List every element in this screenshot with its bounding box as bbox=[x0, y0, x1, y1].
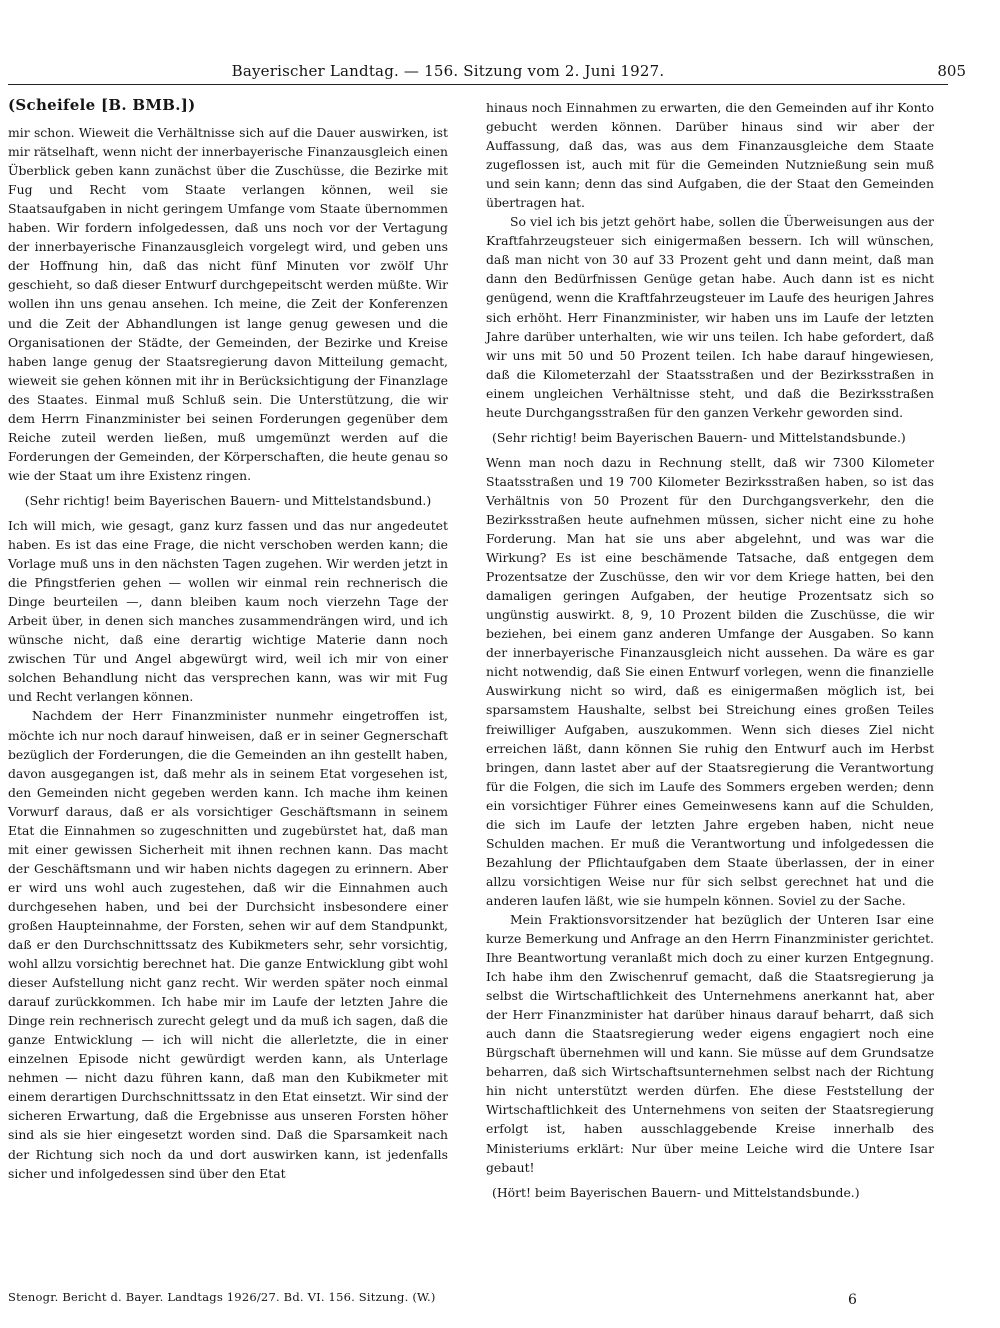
paragraph: Ich will mich, wie gesagt, ganz kurz fassen und das nur angedeutet haben. Es ist das eine Frage, die nicht verschoben werden kann; die Vorlage muß uns in den nächsten Tagen zugehen. Wir werden jetzt in die Pfingstferien gehen — wollen wir einmal rein rechnerisch die Dinge beurteilen —, dann bleiben kaum noch vierzehn Tage der Arbeit über, in denen sich manches zusammendrängen wird, und ich wünsche nicht, daß eine derartig wichtige Materie dann noch zwischen Tür und Angel abgewürgt wird, weil ich mir von einer solchen Behandlung nicht das versprechen kann, was wir mit Fug und Recht verlangen können. bbox=[8, 517, 448, 705]
paragraph: hinaus noch Einnahmen zu erwarten, die den Gemeinden auf ihr Konto gebucht werden können. Darüber hinaus sind wir aber der Auffassung, daß das, was aus dem Finanzausgleiche dem Staate zugeflossen ist, auch mit für die Gemeinden Nutznießung sein muß und sein kann; denn das sind Aufgaben, die der Staat den Gemeinden übertragen hat. bbox=[486, 100, 934, 211]
left-column bbox=[8, 96, 448, 1183]
interjection: (Sehr richtig! beim Bayerischen Bauern- und Mittelstandsbund.) bbox=[24, 492, 432, 508]
speaker-name: (Scheifele [B. BMB.]) bbox=[8, 96, 196, 114]
paragraph: mir schon. Wieweit die Verhältnisse sich auf die Dauer auswirken, ist mir rätselhaft, wenn nicht der innerbayerische Finanzausgleich einen Überblick geben kann zunächst über die Zuschüsse, die Bezirke mit Fug und Recht vom Staate verlangen können, weil sie Staatsaufgaben in nicht geringem Umfange vom Staate übernommen haben. Wir fordern infolgedessen, daß uns noch vor der Vertagung der innerbayerische Finanzausgleich vorgelegt wird, und geben uns der Hoffnung hin, daß das nicht fünf Minuten vor zwölf Uhr geschieht, so daß dieser Entwurf durchgepeitscht werden müßte. Wir wollen ihn uns genau ansehen. Ich meine, die Zeit der Konferenzen und die Zeit der Abhandlungen ist lange genug gewesen und die Organisationen der Städte, der Gemeinden, der Bezirke und Kreise haben lange genug der Staatsregierung davon Mitteilung gemacht, wieweit sie gehen können mit ihr in Berücksichtigung der Finanzlage des Staates. Einmal muß Schluß sein. Die Unterstützung, die wir dem Herrn Finanzminister bei seinen Forderungen gegenüber dem Reiche zuteil werden ließen, muß umgemünzt werden auf die Forderungen der Gemeinden, der Körperschaften, die heute genau so wie der Staat um ihre Existenz ringen. bbox=[8, 125, 448, 483]
page-number: 805 bbox=[937, 62, 966, 80]
paragraph: Mein Fraktionsvorsitzender hat bezüglich der Unteren Isar eine kurze Bemerkung und Anfrage an den Herrn Finanzminister gerichtet. Ihre Beantwortung veranlaßt mich doch zu einer kurzen Entgegnung. Ich habe ihm den Zwischenruf gemacht, daß die Staatsregierung ja selbst die Wirtschaftlichkeit des Unternehmens anerkannt hat, aber der Herr Finanzminister hat darüber hinaus darauf beharrt, daß sich auch dann die Staatsregierung weder eigens engagiert noch eine Bürgschaft übernehmen will und kann. Sie müsse auf dem Grundsatze beharren, daß sich Wirtschaftsunternehmen selbst nach der Richtung hin nicht unterstützt werden dürfen. Ehe diese Feststellung der Wirtschaftlichkeit des Unternehmens von seiten der Staatsregierung erfolgt ist, haben ausschlaggebende Kreise innerhalb des Ministeriums erklärt: Nur über meine Leiche wird die Untere Isar gebaut! bbox=[486, 911, 934, 1175]
footer-citation: Stenogr. Bericht d. Bayer. Landtags 1926/27. Bd. VI. 156. Sitzung. (W.) bbox=[8, 1290, 436, 1304]
interjection: (Hört! beim Bayerischen Bauern- und Mittelstandsbunde.) bbox=[492, 1184, 860, 1200]
right-column bbox=[486, 98, 934, 1208]
sheet-number: 6 bbox=[848, 1292, 857, 1308]
paragraph: Nachdem der Herr Finanzminister nunmehr eingetroffen ist, möchte ich nur noch darauf hinweisen, daß er in seiner Gegnerschaft bezüglich der Forderungen, die die Gemeinden an ihn gestellt haben, davon ausgegangen ist, daß mehr als in seinem Etat vorgesehen ist, den Gemeinden nicht gegeben werden kann. Ich mache ihm keinen Vorwurf daraus, daß er als vorsichtiger Geschäftsmann in seinem Etat die Einnahmen so zugeschnitten und zugebürstet hat, daß man mit einer gewissen Sicherheit mit ihnen rechnen kann. Das macht der Geschäftsmann und wir haben nichts dagegen zu erinnern. Aber er wird uns wohl auch zugestehen, daß wir die Einnahmen auch durchgesehen haben, und bei der Durchsicht insbesondere einer großen Haupteinnahme, der Forsten, sehen wir auf dem Standpunkt, daß er den Durchschnittssatz des Kubikmeters sehr, sehr vorsichtig, wohl allzu vorsichtig berechnet hat. Die ganze Entwicklung gibt wohl dieser Aufstellung nicht ganz recht. Wir werden später noch einmal darauf zurückkommen. Ich habe mir im Laufe der letzten Jahre die Dinge rein rechnerisch zurecht gelegt und da muß ich sagen, daß die ganze Entwicklung — ich will nicht die allerletzte, die in einer einzelnen Episode nicht gewürdigt werden kann, als Unterlage nehmen — nicht dazu führen kann, daß man den Kubikmeter mit einem derartigen Durchschnittssatz in den Etat einsetzt. Wir sind der sicheren Erwartung, daß die Ergebnisse aus unseren Forsten höher sind als sie hier eingesetzt worden sind. Daß die Sparsamkeit nach der Richtung sich noch da und dort auswirken kann, ist jedenfalls sicher und infolgedessen sind über den Etat bbox=[8, 708, 448, 1181]
running-title: Bayerischer Landtag. — 156. Sitzung vom 2. Juni 1927. bbox=[231, 62, 665, 80]
interjection: (Sehr richtig! beim Bayerischen Bauern- und Mittelstandsbunde.) bbox=[492, 429, 906, 445]
paragraph: Wenn man noch dazu in Rechnung stellt, daß wir 7300 Kilometer Staatsstraßen und 19 700 Kilometer Bezirksstraßen haben, so ist das Verhältnis von 50 Prozent für den Durchgangsverkehr, den die Bezirksstraßen heute aufnehmen müssen, sicher nicht eine zu hohe Forderung. Man hat sie uns aber abgelehnt, und was war die Wirkung? Es ist eine beschämende Tatsache, daß entgegen dem Prozentsatze der Zuschüsse, den wir vor dem Kriege hatten, bei den damaligen geringen Aufgaben, der heutige Prozentsatz sich so ungünstig auswirkt. 8, 9, 10 Prozent bilden die Zuschüsse, die wir beziehen, bei einem ganz anderen Umfange der Ausgaben. So kann der innerbayerische Finanzausgleich nicht aussehen. Da wäre es gar nicht notwendig, daß Sie einen Entwurf vorlegen, wenn die finanzielle Auswirkung nicht so wird, daß es einigermaßen möglich ist, bei sparsamstem Haushalte, selbst bei Streichung eines großen Teiles freiwilliger Aufgaben, auszukommen. Wenn sich dieses Ziel nicht erreichen läßt, dann können Sie ruhig den Entwurf auch im Herbst bringen, dann lastet aber auf der Staatsregierung die Verantwortung für die Folgen, die sich im Laufe des Sommers ergeben werden; denn ein vorsichtiger Führer eines Gemeinwesens kann auf die Schulden, die sich im Laufe der letzten Jahre ergeben haben, nicht neue Schulden machen. Er muß die Verantwortung und infolgedessen die Bezahlung der Pflichtaufgaben dem Staate überlassen, der in einer allzu vorsichtigen Weise nur für sich selbst gerechnet hat und die anderen laufen läßt, wie sie humpeln können. Soviel zu der Sache. bbox=[486, 454, 934, 908]
paragraph: So viel ich bis jetzt gehört habe, sollen die Überweisungen aus der Kraftfahrzeugsteuer sich einigermaßen bessern. Ich will wünschen, daß man nicht von 30 auf 33 Prozent geht und dann meint, daß man dann den Bedürfnissen Genüge getan habe. Auch dann ist es nicht genügend, wenn die Kraftfahrzeugsteuer im Laufe des heurigen Jahres sich erhöht. Herr Finanzminister, wir haben uns im Laufe der letzten Jahre darüber unterhalten, wie wir uns teilen. Ich habe gefordert, daß wir uns mit 50 und 50 Prozent teilen. Ich habe darauf hingewiesen, daß die Kilometerzahl der Staatsstraßen und der Bezirksstraßen in einem ungleichen Verhältnisse steht, und daß die Bezirksstraßen heute Durchgangsstraßen für den ganzen Verkehr geworden sind. bbox=[486, 214, 934, 420]
page-header bbox=[8, 58, 966, 85]
